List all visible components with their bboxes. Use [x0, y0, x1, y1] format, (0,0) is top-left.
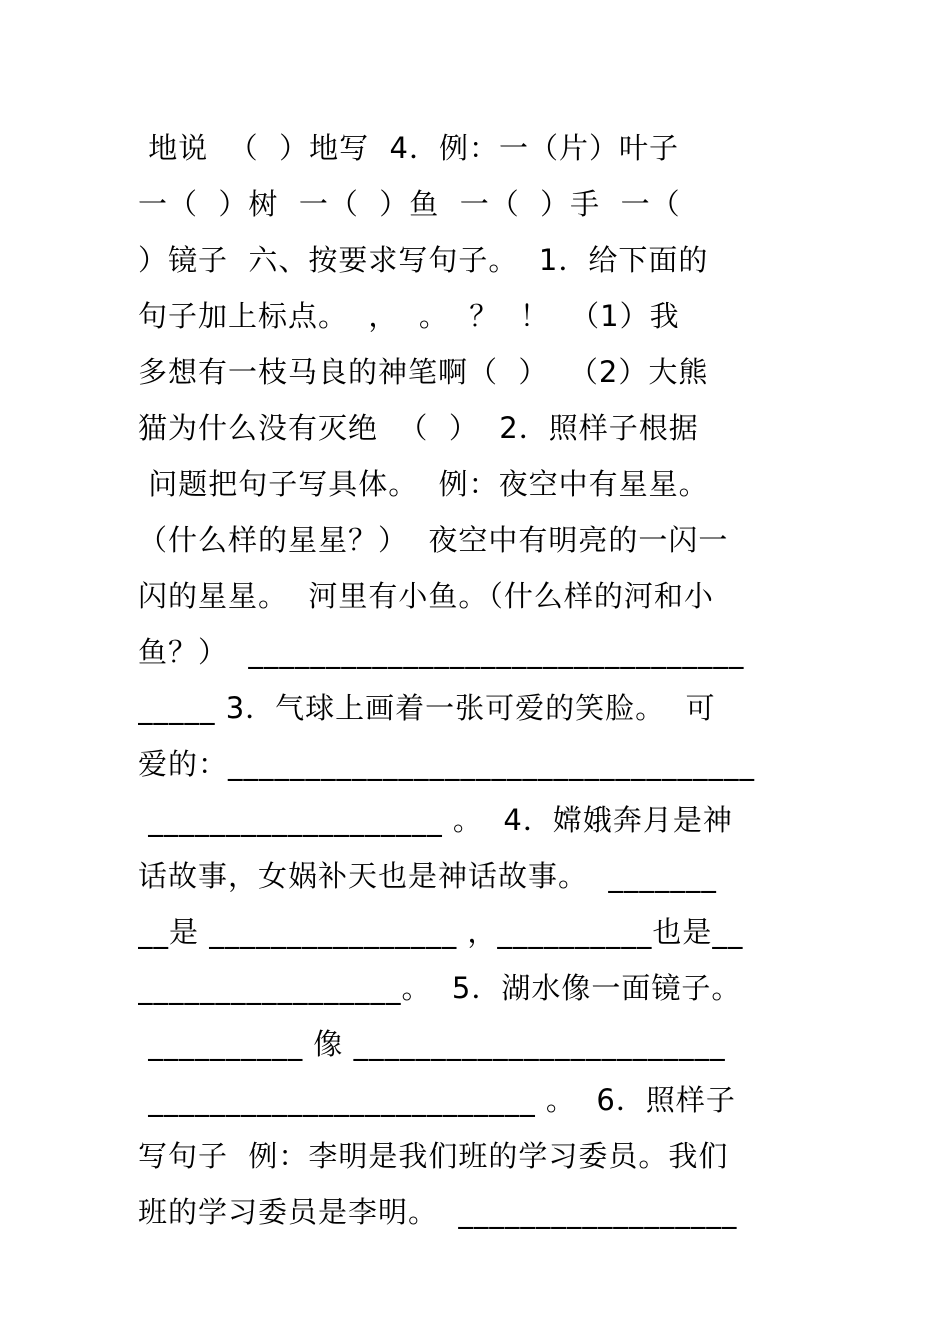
text-line: 话故事，女娲补天也是神话故事。 _______ [138, 859, 717, 893]
text-line: 爱的：__________________________________ [138, 747, 756, 781]
text-line: 句子加上标点。 ， 。 ？ ！ （1）我 [138, 299, 680, 333]
text-line: 猫为什么没有灭绝 （ ） 2．照样子根据 [138, 411, 699, 445]
text-line: _________________________ 。 6．照样子 [138, 1083, 736, 1117]
text-line: __是 ________________ ，__________也是__ [138, 915, 744, 949]
text-line: 写句子 例：李明是我们班的学习委员。我们 [138, 1139, 729, 1173]
text-line: ___________________ 。 4．嫦娥奔月是神 [138, 803, 733, 837]
text-line: _________________。 5．湖水像一面镜子。 [138, 971, 742, 1005]
text-line: （什么样的星星？） 夜空中有明亮的一闪一 [138, 523, 729, 557]
text-line: 地说 （ ）地写 4．例：一（片）叶子 [138, 131, 679, 165]
text-line: ）镜子 六、按要求写句子。 1．给下面的 [138, 243, 709, 277]
text-line: 闪的星星。 河里有小鱼。（什么样的河和小 [138, 579, 714, 613]
text-line: 一（ ）树 一（ ）鱼 一（ ）手 一（ [138, 187, 681, 221]
text-line: 班的学习委员是李明。 __________________ [138, 1195, 738, 1229]
text-line: 多想有一枝马良的神笔啊（ ） （2）大熊 [138, 355, 709, 389]
text-line: 鱼？） ________________________________ [138, 635, 745, 669]
text-line: __________ 像 ________________________ [138, 1027, 726, 1061]
document-body [138, 120, 818, 1240]
text-line: 问题把句子写具体。 例：夜空中有星星。 [138, 467, 709, 501]
text-line: _____ 3．气球上画着一张可爱的笑脸。 可 [138, 691, 716, 725]
